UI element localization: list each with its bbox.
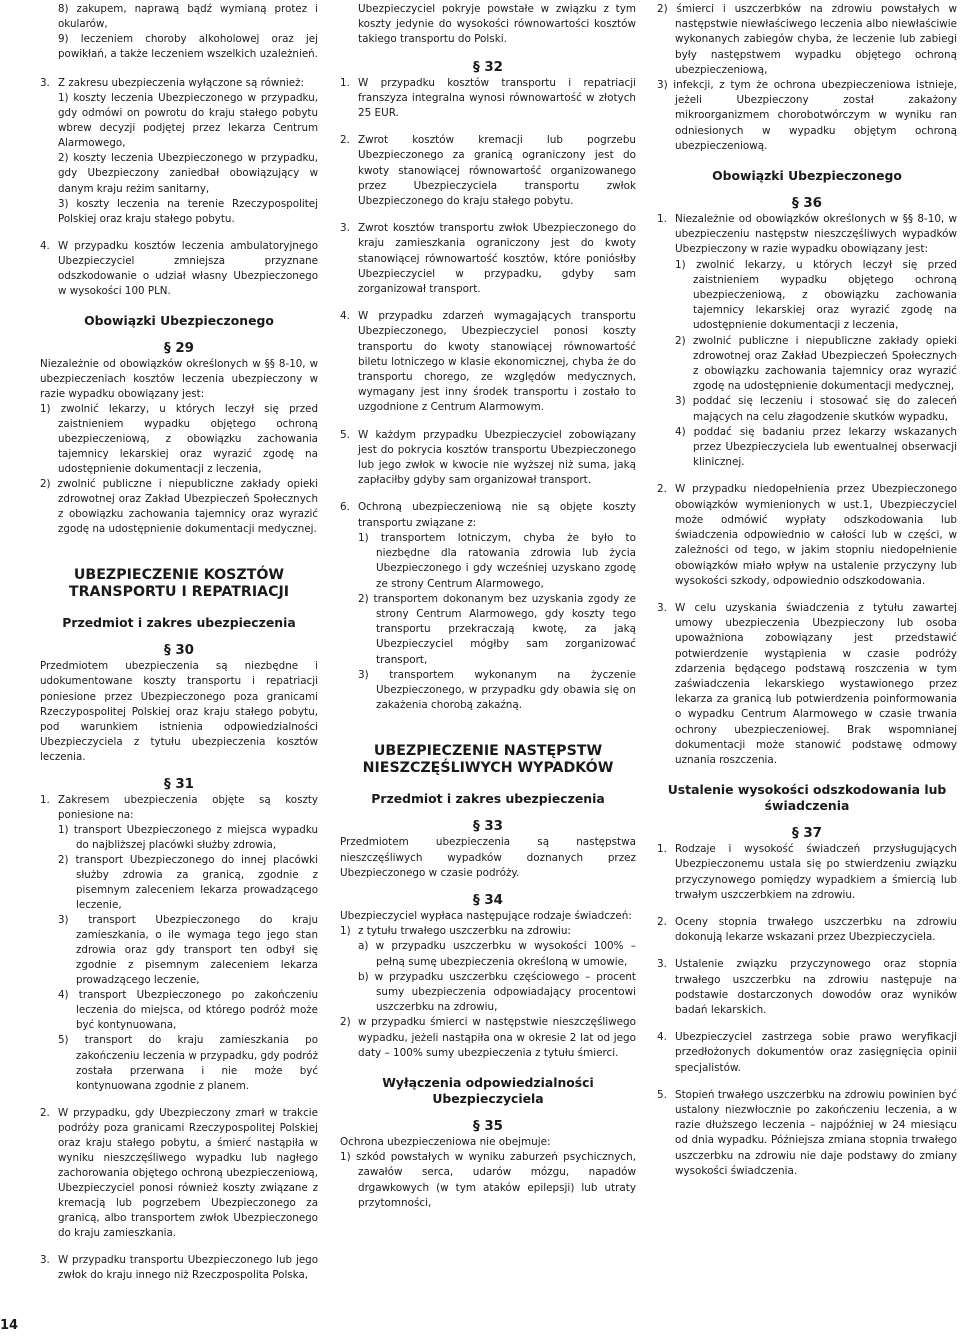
numbered-item bbox=[657, 482, 957, 588]
paragraph-text: Niezależnie od obowiązków określonych w §§ 8-10, w ubezpieczeniach kosztów leczenia ubezpieczony w razie wypadku obowiązany jest: bbox=[40, 357, 318, 400]
list-item: 4) transport Ubezpieczonego po zakończeniu leczenia do miejsca, od którego podróż może być kontynuowana, bbox=[58, 989, 318, 1032]
list-item: 3) transport Ubezpieczonego do kraju zamieszkania, o ile wymaga tego jego stan zdrowia oraz gdy transport ten odbył się zgodnie z pisemnym zaleceniem lekarza prowadzącego leczenie, bbox=[58, 914, 318, 987]
item-number: 5. bbox=[657, 1088, 667, 1101]
paragraph-number: § 35 bbox=[473, 1118, 503, 1134]
list-item: 8) zakupem, naprawą bądź wymianą protez i okularów, bbox=[58, 3, 318, 31]
paragraph-text: Ubezpieczyciel wypłaca następujące rodzaje świadczeń: bbox=[340, 909, 632, 922]
item-number: 5. bbox=[340, 428, 350, 441]
list-item: 3) transportem wykonanym na życzenie Ubezpieczonego, w przypadku gdy obawia się on zakażenia chorobą zakaźną. bbox=[358, 668, 636, 712]
numbered-item bbox=[340, 309, 636, 415]
item-text: Ustalenie związku przyczynowego oraz stopnia trwałego uszczerbku na zdrowiu następuje na podstawie dostarczonych dowodów oraz wyników badań lekarskich. bbox=[675, 958, 957, 1016]
list-item: a) w przypadku uszczerbku w wysokości 100% – pełną sumę ubezpieczenia określoną w umowie, bbox=[358, 940, 636, 968]
item-number: 2. bbox=[657, 915, 667, 928]
column-left bbox=[40, 0, 318, 1283]
list-item: 2) śmierci i uszczerbków na zdrowiu powstałych w następstwie niewłaściwego leczenia albo niewłaściwie wykonanych zabiegów chyba, że leczenie lub zabiegi były następstwem wypadku objętego ochroną ubezpieczeniową, bbox=[657, 3, 957, 76]
paragraph-number: § 36 bbox=[792, 196, 822, 212]
numbered-item bbox=[40, 76, 318, 226]
numbered-item bbox=[340, 76, 636, 122]
numbered-item bbox=[40, 239, 318, 299]
item-text: Ubezpieczyciel zastrzega sobie prawo weryfikacji przedłożonych dokumentów oraz zasięgnięcia opinii specjalistów. bbox=[675, 1031, 957, 1074]
item-text: W przypadku kosztów transportu i repatriacji franszyza integralna wynosi równowartość w złotych 25 EUR. bbox=[358, 76, 636, 120]
paragraph-number: § 37 bbox=[792, 826, 822, 842]
column-right bbox=[657, 0, 957, 1179]
item-number: 2. bbox=[340, 134, 350, 147]
item-number: 4. bbox=[40, 239, 50, 252]
numbered-item bbox=[340, 133, 636, 209]
list-item: 1) transportem lotniczym, chyba że było to niezbędne dla ratowania zdrowia lub życia Ubezpieczonego i gdy wcześniej uzyskano zgodę ze strony Centrum Alarmowego, bbox=[358, 531, 636, 590]
list-item: 2) transportem dokonanym bez uzyskania zgody ze strony Centrum Alarmowego, gdy koszty tego transportu przekraczają kwotę, za jaką Ubezpieczyciel mógłby sam zorganizować transport, bbox=[358, 592, 636, 666]
item-number: 1) bbox=[340, 925, 351, 938]
item-number: 1. bbox=[657, 213, 667, 226]
list-item: 4) poddać się badaniu przez lekarzy wskazanych przez Ubezpieczyciela lub ewentualnej obserwacji klinicznej. bbox=[675, 425, 957, 469]
section-title: UBEZPIECZENIE NASTĘPSTW NIESZCZĘŚLIWYCH WYPADKÓW bbox=[362, 743, 614, 777]
item-number: 2. bbox=[40, 1106, 50, 1119]
item-number: 1. bbox=[657, 843, 667, 856]
numbered-item bbox=[657, 601, 957, 768]
item-text: W przypadku kosztów leczenia ambulatoryjnego Ubezpieczyciel zmniejsza przyznane odszkodowanie o udział własny Ubezpieczonego w wysokości 100 PLN. bbox=[58, 239, 318, 297]
item-text: W przypadku niedopełnienia przez Ubezpieczonego obowiązków wymienionych w ust.1, Ubezpieczyciel może odmówić wypłaty odszkodowania lub świadczenia odpowiednio w całości lub w części, w zależności od tego, w jakim stopniu niedopełnienie obowiązków miało wpływ na ustalenie przyczyny lub wysokości szkody, odpowiednio odszkodowania. bbox=[675, 483, 957, 587]
item-text: W każdym przypadku Ubezpieczyciel zobowiązany jest do pokrycia kosztów transportu Ubezpieczonego lub jego zwłok w kwocie nie wyższej niż suma, jaką zapłaciłby gdyby sam organizował transport. bbox=[358, 428, 636, 487]
item-number: 2) bbox=[340, 1016, 351, 1029]
item-number: 3. bbox=[40, 1254, 50, 1267]
list-item: 2) koszty leczenia Ubezpieczonego w przypadku, gdy Ubezpieczony zaniedbał obowiązujący w danym kraju reżim sanitarny, bbox=[58, 152, 318, 195]
item-text: z tytułu trwałego uszczerbku na zdrowiu: bbox=[358, 925, 571, 938]
item-text: Zwrot kosztów kremacji lub pogrzebu Ubezpieczonego za granicą ograniczony jest do kwoty stanowiącej równowartość organizowanego przez Ubezpieczyciela transportu zwłok Ubezpieczonego do kraju stałego pobytu. bbox=[358, 134, 636, 208]
numbered-item bbox=[657, 1030, 957, 1076]
numbered-item bbox=[657, 842, 957, 903]
item-text: Ochroną ubezpieczeniową nie są objęte koszty transportu związane z: bbox=[358, 501, 636, 529]
paragraph-text: Ochrona ubezpieczeniowa nie obejmuje: bbox=[340, 1135, 551, 1148]
item-text: Stopień trwałego uszczerbku na zdrowiu powinien być ustalony niezwłocznie po zakończeniu leczenia, a w razie dłuższego leczenia – najpóźniej w 24 miesiącu od dnia wypadku. Późniejsza zmiana stopnia trwałego uszczerbku na zdrowiu nie daje podstawy do zmiany wysokości świadczenia. bbox=[675, 1088, 957, 1177]
item-text: W przypadku zdarzeń wymagających transportu Ubezpieczonego, Ubezpieczyciel ponosi koszty transportu do kwoty stanowiącej równowartość biletu lotniczego w klasie ekonomicznej, chyba że do transportu chorego, ze względów medycznych, wymagany jest inny środek transportu i zostało to uzgodnione z Centrum Alarmowym. bbox=[358, 310, 636, 414]
list-item: 2) zwolnić publiczne i niepubliczne zakłady opieki zdrowotnej oraz Zakład Ubezpieczeń Społecznych z obowiązku zachowania tajemnicy oraz wyrazić zgodę na udostępnienie dokumentacji medycznej. bbox=[40, 478, 318, 536]
item-number: 3. bbox=[657, 958, 667, 971]
section-heading: Przedmiot i zakres ubezpieczenia bbox=[371, 791, 605, 807]
list-item: b) w przypadku uszczerbku częściowego – procent sumy ubezpieczenia odpowiadający procentowi uszczerbku na zdrowiu, bbox=[358, 970, 636, 1014]
item-number: 4. bbox=[340, 310, 350, 323]
paragraph-number: § 33 bbox=[473, 819, 503, 835]
paragraph-text: Ubezpieczyciel pokryje powstałe w związku z tym koszty jedynie do wysokości równowartości kosztów takiego transportu do Polski. bbox=[358, 3, 636, 46]
paragraph-number: § 30 bbox=[164, 643, 194, 659]
numbered-item bbox=[657, 915, 957, 945]
numbered-item bbox=[340, 1015, 636, 1061]
item-text: Z zakresu ubezpieczenia wyłączone są również: bbox=[58, 77, 304, 90]
item-text: Zwrot kosztów transportu zwłok Ubezpieczonego do kraju zamieszkania ograniczony jest do kwoty stanowiącej równowartość kosztów, które poniósłby Ubezpieczyciel w przypadku, gdyby sam zorganizował transport. bbox=[358, 222, 636, 296]
item-text: W celu uzyskania świadczenia z tytułu zawartej umowy ubezpieczenia Ubezpieczony lub osoba upoważniona zobowiązany jest przedstawić potwierdzenie wystąpienia w czasie podróży zdarzenia będącego podstawą roszczenia w tym zaświadczenia lekarskiego wystawionego przez lekarza za granicą lub potwierdzenia poinformowania o wypadku Centrum Alarmowego w czasie trwania ochrony ubezpieczeniowej. Brak wspomnianej dokumentacji może stanowić podstawę odmowy uznania roszczenia. bbox=[675, 601, 957, 766]
section-heading: Obowiązki Ubezpieczonego bbox=[84, 312, 274, 328]
paragraph-number: § 29 bbox=[164, 340, 194, 356]
item-text: Zakresem ubezpieczenia objęte są koszty poniesione na: bbox=[58, 793, 318, 821]
item-text: Niezależnie od obowiązków określonych w §§ 8-10, w ubezpieczeniu następstw nieszczęśliwych wypadków Ubezpieczony w razie wypadku obowiązany jest: bbox=[675, 213, 957, 256]
item-text: w przypadku śmierci w następstwie nieszczęśliwego wypadku, jeżeli nastąpiła ona w okresie 2 lat od jego daty – 100% sumy ubezpieczenia z tytułu śmierci. bbox=[358, 1016, 636, 1059]
section-heading: Przedmiot i zakres ubezpieczenia bbox=[62, 615, 296, 631]
column-middle bbox=[340, 0, 636, 1211]
numbered-item bbox=[340, 221, 636, 297]
numbered-item bbox=[40, 1253, 318, 1283]
list-item: 2) zwolnić publiczne i niepubliczne zakłady opieki zdrowotnej oraz Zakład Ubezpieczeń Społecznych z obowiązku zachowania tajemnicy oraz wyrazić zgodę na udostępnienie dokumentacji medycznej, bbox=[675, 334, 957, 393]
section-heading: Ustalenie wysokości odszkodowania lub świadczenia bbox=[667, 782, 947, 814]
numbered-item bbox=[657, 212, 957, 470]
numbered-item bbox=[40, 793, 318, 1094]
numbered-item bbox=[340, 924, 636, 1015]
item-number: 3. bbox=[340, 222, 350, 235]
item-text: Rodzaje i wysokość świadczeń przysługujących Ubezpieczonemu ustala się po stwierdzeniu związku przyczynowego pomiędzy wypadkiem a śmiercią lub trwałym uszczerbkiem na zdrowiu. bbox=[675, 843, 957, 901]
item-text: W przypadku, gdy Ubezpieczony zmarł w trakcie podróży poza granicami Rzeczypospolitej Polskiej oraz kraju stałego pobytu, a śmierć nastąpiła w wyniku nieszczęśliwego wypadku lub nagłego zachorowania objętego ochroną ubezpieczeniową, Ubezpieczyciel ponosi również koszty związane z kremacją lub pogrzebem Ubezpieczonego za granicą, albo transportem zwłok Ubezpieczonego do kraju zamieszkania. bbox=[58, 1106, 318, 1240]
paragraph-text: Przedmiotem ubezpieczenia są niezbędne i udokumentowane koszty transportu i repatriacji poniesione przez Ubezpieczonego poza granicami Rzeczypospolitej Polskiej oraz kraju stałego pobytu, pod warunkiem istnienia odpowiedzialności Ubezpieczyciela z tytułu ubezpieczenia kosztów leczenia. bbox=[40, 660, 318, 763]
item-number: 3. bbox=[40, 77, 50, 90]
paragraph-text: Przedmiotem ubezpieczenia są następstwa nieszczęśliwych wypadków doznanych przez Ubezpieczonego w czasie podróży. bbox=[340, 836, 636, 879]
section-heading: Obowiązki Ubezpieczonego bbox=[712, 168, 902, 184]
page-number: 14 bbox=[0, 1318, 19, 1333]
numbered-item bbox=[657, 1088, 957, 1179]
list-item: 9) leczeniem choroby alkoholowej oraz jej powikłań, a także leczeniem wszelkich uzależnień. bbox=[58, 33, 318, 61]
list-item: 1) szkód powstałych w wyniku zaburzeń psychicznych, zawałów serca, udarów mózgu, napadów drgawkowych (w tym ataków epilepsji) lub utraty przytomności, bbox=[340, 1151, 636, 1209]
item-number: 3. bbox=[657, 601, 667, 614]
item-number: 1. bbox=[40, 793, 50, 806]
numbered-item bbox=[657, 957, 957, 1018]
paragraph-number: § 34 bbox=[473, 892, 503, 908]
list-item: 3) koszty leczenia na terenie Rzeczypospolitej Polskiej oraz kraju stałego pobytu. bbox=[58, 197, 318, 225]
list-item: 5) transport do kraju zamieszkania po zakończeniu leczenia w przypadku, gdy podróż została przerwana i nie może być kontynuowana zgodnie z planem. bbox=[58, 1034, 318, 1092]
item-number: 4. bbox=[657, 1031, 667, 1044]
numbered-item bbox=[340, 428, 636, 489]
item-text: W przypadku transportu Ubezpieczonego lub jego zwłok do kraju innego niż Rzeczpospolita Polska, bbox=[58, 1254, 318, 1282]
list-item: 1) zwolnić lekarzy, u których leczył się przed zaistnieniem wypadku objętego ochroną ubezpieczeniową, z obowiązku zachowania tajemnicy lekarskiej oraz wyrazić zgodę na udostępnienie dokumentacji z leczenia, bbox=[40, 402, 318, 476]
list-item: 3) infekcji, z tym że ochrona ubezpieczeniowa istnieje, jeżeli Ubezpieczony został zakażony mikroorganizmem chorobotwórczym w wyniku ran odniesionych w wypadku objętym ochroną ubezpieczeniową. bbox=[657, 79, 957, 152]
numbered-item bbox=[340, 500, 636, 713]
item-number: 1. bbox=[340, 76, 350, 89]
item-number: 6. bbox=[340, 501, 350, 514]
list-item: 1) koszty leczenia Ubezpieczonego w przypadku, gdy odmówi on powrotu do kraju stałego pobytu wbrew decyzji podjętej przez lekarza Centrum Alarmowego, bbox=[58, 92, 318, 150]
item-text: Oceny stopnia trwałego uszczerbku na zdrowiu dokonują lekarze wskazani przez Ubezpieczyciela. bbox=[675, 915, 957, 944]
section-heading: Wyłączenia odpowiedzialności Ubezpieczyciela bbox=[382, 1074, 594, 1106]
list-item: 1) zwolnić lekarzy, u których leczył się przed zaistnieniem wypadku objętego ochroną ubezpieczeniową, z obowiązku zachowania tajemnicy lekarskiej oraz wyrazić zgodę na udostępnienie dokumentacji z leczenia, bbox=[675, 258, 957, 332]
list-item: 2) transport Ubezpieczonego do innej placówki służby zdrowia za granicą, zgodnie z pisemnym zaleceniem lekarza prowadzącego leczenie, bbox=[58, 853, 318, 912]
list-item: 3) poddać się leczeniu i stosować się do zaleceń mających na celu złagodzenie skutków wypadku, bbox=[675, 395, 957, 423]
numbered-item bbox=[40, 1106, 318, 1241]
section-title: UBEZPIECZENIE KOSZTÓW TRANSPORTU I REPATRIACJI bbox=[68, 567, 290, 601]
list-item: 1) transport Ubezpieczonego z miejsca wypadku do najbliższej placówki służby zdrowia, bbox=[58, 823, 318, 851]
item-number: 2. bbox=[657, 483, 667, 496]
paragraph-number: § 31 bbox=[164, 776, 194, 792]
paragraph-number: § 32 bbox=[473, 59, 503, 75]
